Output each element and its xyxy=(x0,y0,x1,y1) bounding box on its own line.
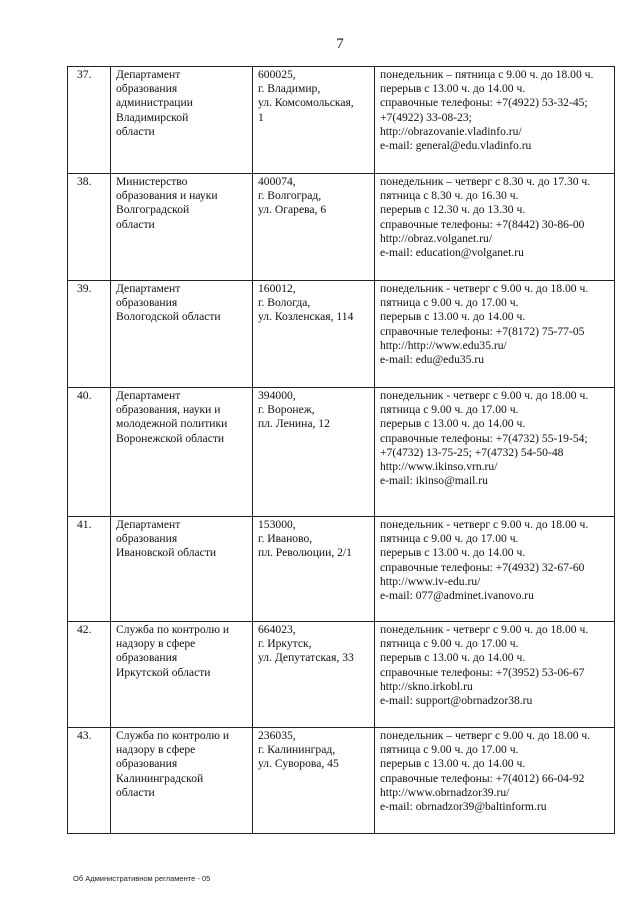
table-row xyxy=(68,388,615,517)
organization-name xyxy=(111,388,253,517)
organization-name-line: Департамент xyxy=(116,518,181,531)
address-line: 400074, xyxy=(258,175,296,188)
contact-info-line: http://www.ikinso.vrn.ru/ xyxy=(380,460,498,474)
row-number: 39. xyxy=(68,281,111,388)
organization-name xyxy=(111,622,253,728)
address xyxy=(253,174,375,281)
contact-info-line: справочные телефоны: +7(8172) 75-77-05 xyxy=(380,324,585,338)
table-row xyxy=(68,174,615,281)
address-line: пл. Революции, 2/1 xyxy=(258,546,352,560)
contact-info-line: справочные телефоны: +7(4922) 53-32-45; xyxy=(380,96,588,110)
contact-info-line: http://obraz.volganet.ru/ xyxy=(380,231,493,245)
address-line: 236035, xyxy=(258,729,296,742)
contact-info-line: понедельник – пятница с 9.00 ч. до 18.00 ч. xyxy=(380,68,594,81)
address-line: г. Вологда, xyxy=(258,296,311,310)
contact-info-line: справочные телефоны: +7(3952) 53-06-67 xyxy=(380,665,585,679)
address-line: 160012, xyxy=(258,282,296,295)
organization-name xyxy=(111,728,253,834)
row-number: 43. xyxy=(68,728,111,834)
contact-info-line: перерыв с 13.00 ч. до 14.00 ч. xyxy=(380,546,526,560)
organization-name-line: Служба по контролю и xyxy=(116,729,230,742)
organization-name xyxy=(111,517,253,622)
address-line: г. Воронеж, xyxy=(258,403,315,417)
row-number: 38. xyxy=(68,174,111,281)
contact-info-line: http://http://www.edu35.ru/ xyxy=(380,338,507,352)
contact-info-line: e-mail: education@volganet.ru xyxy=(380,246,524,260)
organization-name-line: области xyxy=(116,124,155,138)
page-footer: Об Административном регламенте - 05 xyxy=(73,874,211,883)
address xyxy=(253,281,375,388)
contact-info-line: перерыв с 13.00 ч. до 14.00 ч. xyxy=(380,310,526,324)
organization-name-line: Волгоградской xyxy=(116,203,190,217)
organization-name-line: администрации xyxy=(116,96,193,110)
organization-name-line: Ивановской области xyxy=(116,546,217,560)
contact-info-line: http://www.obrnadzor39.ru/ xyxy=(380,785,510,799)
contact-info-line: пятница с 9.00 ч. до 17.00 ч. xyxy=(380,532,519,546)
organization-name xyxy=(111,67,253,174)
contact-info-line: перерыв с 13.00 ч. до 14.00 ч. xyxy=(380,757,526,771)
organization-name-line: образования xyxy=(116,82,178,96)
authorities-table xyxy=(67,66,615,834)
organization-name-line: Воронежской области xyxy=(116,431,225,445)
contact-info-line: +7(4732) 13-75-25; +7(4732) 54-50-48 xyxy=(380,445,564,459)
address-line: 153000, xyxy=(258,518,296,531)
authorities-table-body xyxy=(68,67,615,834)
contact-info xyxy=(375,281,615,388)
address-line: ул. Козленская, 114 xyxy=(258,310,354,324)
contact-info-line: справочные телефоны: +7(8442) 30-86-00 xyxy=(380,217,585,231)
organization-name-line: области xyxy=(116,785,155,799)
row-number: 40. xyxy=(68,388,111,517)
table-row xyxy=(68,728,615,834)
contact-info-line: e-mail: general@edu.vladinfo.ru xyxy=(380,139,532,153)
organization-name-line: образования, науки и xyxy=(116,403,221,417)
contact-info-line: перерыв с 13.00 ч. до 14.00 ч. xyxy=(380,651,526,665)
address-line: г. Волгоград, xyxy=(258,189,322,203)
address-line: ул. Комсомольская, xyxy=(258,96,354,110)
address-line: ул. Депутатская, 33 xyxy=(258,651,354,665)
address-line: 1 xyxy=(258,110,264,124)
organization-name-line: Иркутской области xyxy=(116,665,211,679)
contact-info-line: пятница с 9.00 ч. до 17.00 ч. xyxy=(380,296,519,310)
organization-name-line: образования xyxy=(116,532,178,546)
organization-name-line: образования xyxy=(116,296,178,310)
address xyxy=(253,388,375,517)
contact-info-line: понедельник – четверг с 9.00 ч. до 18.00 ч. xyxy=(380,729,591,742)
organization-name-line: Департамент xyxy=(116,389,181,402)
contact-info-line: e-mail: 077@adminet.ivanovo.ru xyxy=(380,589,534,603)
contact-info-line: http://www.iv-edu.ru/ xyxy=(380,574,481,588)
row-number: 37. xyxy=(68,67,111,174)
contact-info-line: справочные телефоны: +7(4932) 32-67-60 xyxy=(380,560,585,574)
contact-info-line: пятница с 9.00 ч. до 17.00 ч. xyxy=(380,637,519,651)
contact-info-line: e-mail: obrnadzor39@baltinform.ru xyxy=(380,800,547,814)
table-row xyxy=(68,281,615,388)
contact-info-line: перерыв с 13.00 ч. до 14.00 ч. xyxy=(380,82,526,96)
contact-info-line: перерыв с 12.30 ч. до 13.30 ч. xyxy=(380,203,526,217)
organization-name-line: Департамент xyxy=(116,282,181,295)
address-line: г. Калининград, xyxy=(258,743,336,757)
address-line: 394000, xyxy=(258,389,296,402)
contact-info xyxy=(375,67,615,174)
contact-info xyxy=(375,174,615,281)
contact-info-line: понедельник – четверг с 8.30 ч. до 17.30 ч. xyxy=(380,175,591,188)
organization-name-line: образования xyxy=(116,757,178,771)
address-line: г. Иркутск, xyxy=(258,637,312,651)
contact-info xyxy=(375,728,615,834)
contact-info xyxy=(375,622,615,728)
organization-name-line: надзору в сфере xyxy=(116,637,196,651)
page-number: 7 xyxy=(336,36,344,52)
address-line: 664023, xyxy=(258,623,296,636)
organization-name-line: образования и науки xyxy=(116,189,218,203)
table-row xyxy=(68,622,615,728)
row-number: 41. xyxy=(68,517,111,622)
organization-name-line: молодежной политики xyxy=(116,417,228,431)
contact-info-line: понедельник - четверг с 9.00 ч. до 18.00 ч. xyxy=(380,623,589,636)
contact-info xyxy=(375,388,615,517)
organization-name-line: образования xyxy=(116,651,178,665)
row-number: 42. xyxy=(68,622,111,728)
address xyxy=(253,728,375,834)
organization-name-line: Вологодской области xyxy=(116,310,221,324)
contact-info-line: http://obrazovanie.vladinfo.ru/ xyxy=(380,124,522,138)
contact-info-line: пятница с 9.00 ч. до 17.00 ч. xyxy=(380,743,519,757)
contact-info-line: e-mail: edu@edu35.ru xyxy=(380,353,485,367)
organization-name-line: Калининградской xyxy=(116,771,204,785)
contact-info-line: пятница с 8.30 ч. до 16.30 ч. xyxy=(380,189,519,203)
address-line: 600025, xyxy=(258,68,296,81)
contact-info-line: e-mail: ikinso@mail.ru xyxy=(380,474,488,488)
contact-info-line: e-mail: support@obrnadzor38.ru xyxy=(380,694,533,708)
contact-info-line: понедельник - четверг с 9.00 ч. до 18.00 ч. xyxy=(380,389,589,402)
contact-info-line: пятница с 9.00 ч. до 17.00 ч. xyxy=(380,403,519,417)
address-line: пл. Ленина, 12 xyxy=(258,417,330,431)
organization-name-line: Департамент xyxy=(116,68,181,81)
table-row xyxy=(68,517,615,622)
address-line: ул. Огарева, 6 xyxy=(258,203,327,217)
address xyxy=(253,67,375,174)
contact-info-line: справочные телефоны: +7(4012) 66-04-92 xyxy=(380,771,585,785)
contact-info xyxy=(375,517,615,622)
organization-name xyxy=(111,281,253,388)
contact-info-line: понедельник - четверг с 9.00 ч. до 18.00 ч. xyxy=(380,282,589,295)
organization-name-line: надзору в сфере xyxy=(116,743,196,757)
organization-name-line: Служба по контролю и xyxy=(116,623,230,636)
address xyxy=(253,622,375,728)
organization-name-line: Министерство xyxy=(116,175,188,188)
contact-info-line: http://skno.irkobl.ru xyxy=(380,679,473,693)
address-line: г. Иваново, xyxy=(258,532,313,546)
contact-info-line: перерыв с 13.00 ч. до 14.00 ч. xyxy=(380,417,526,431)
address-line: г. Владимир, xyxy=(258,82,321,96)
contact-info-line: понедельник - четверг с 9.00 ч. до 18.00 ч. xyxy=(380,518,589,531)
organization-name-line: Владимирской xyxy=(116,110,189,124)
table-row xyxy=(68,67,615,174)
organization-name xyxy=(111,174,253,281)
address xyxy=(253,517,375,622)
organization-name-line: области xyxy=(116,217,155,231)
contact-info-line: +7(4922) 33-08-23; xyxy=(380,110,472,124)
contact-info-line: справочные телефоны: +7(4732) 55-19-54; xyxy=(380,431,588,445)
address-line: ул. Суворова, 45 xyxy=(258,757,339,771)
